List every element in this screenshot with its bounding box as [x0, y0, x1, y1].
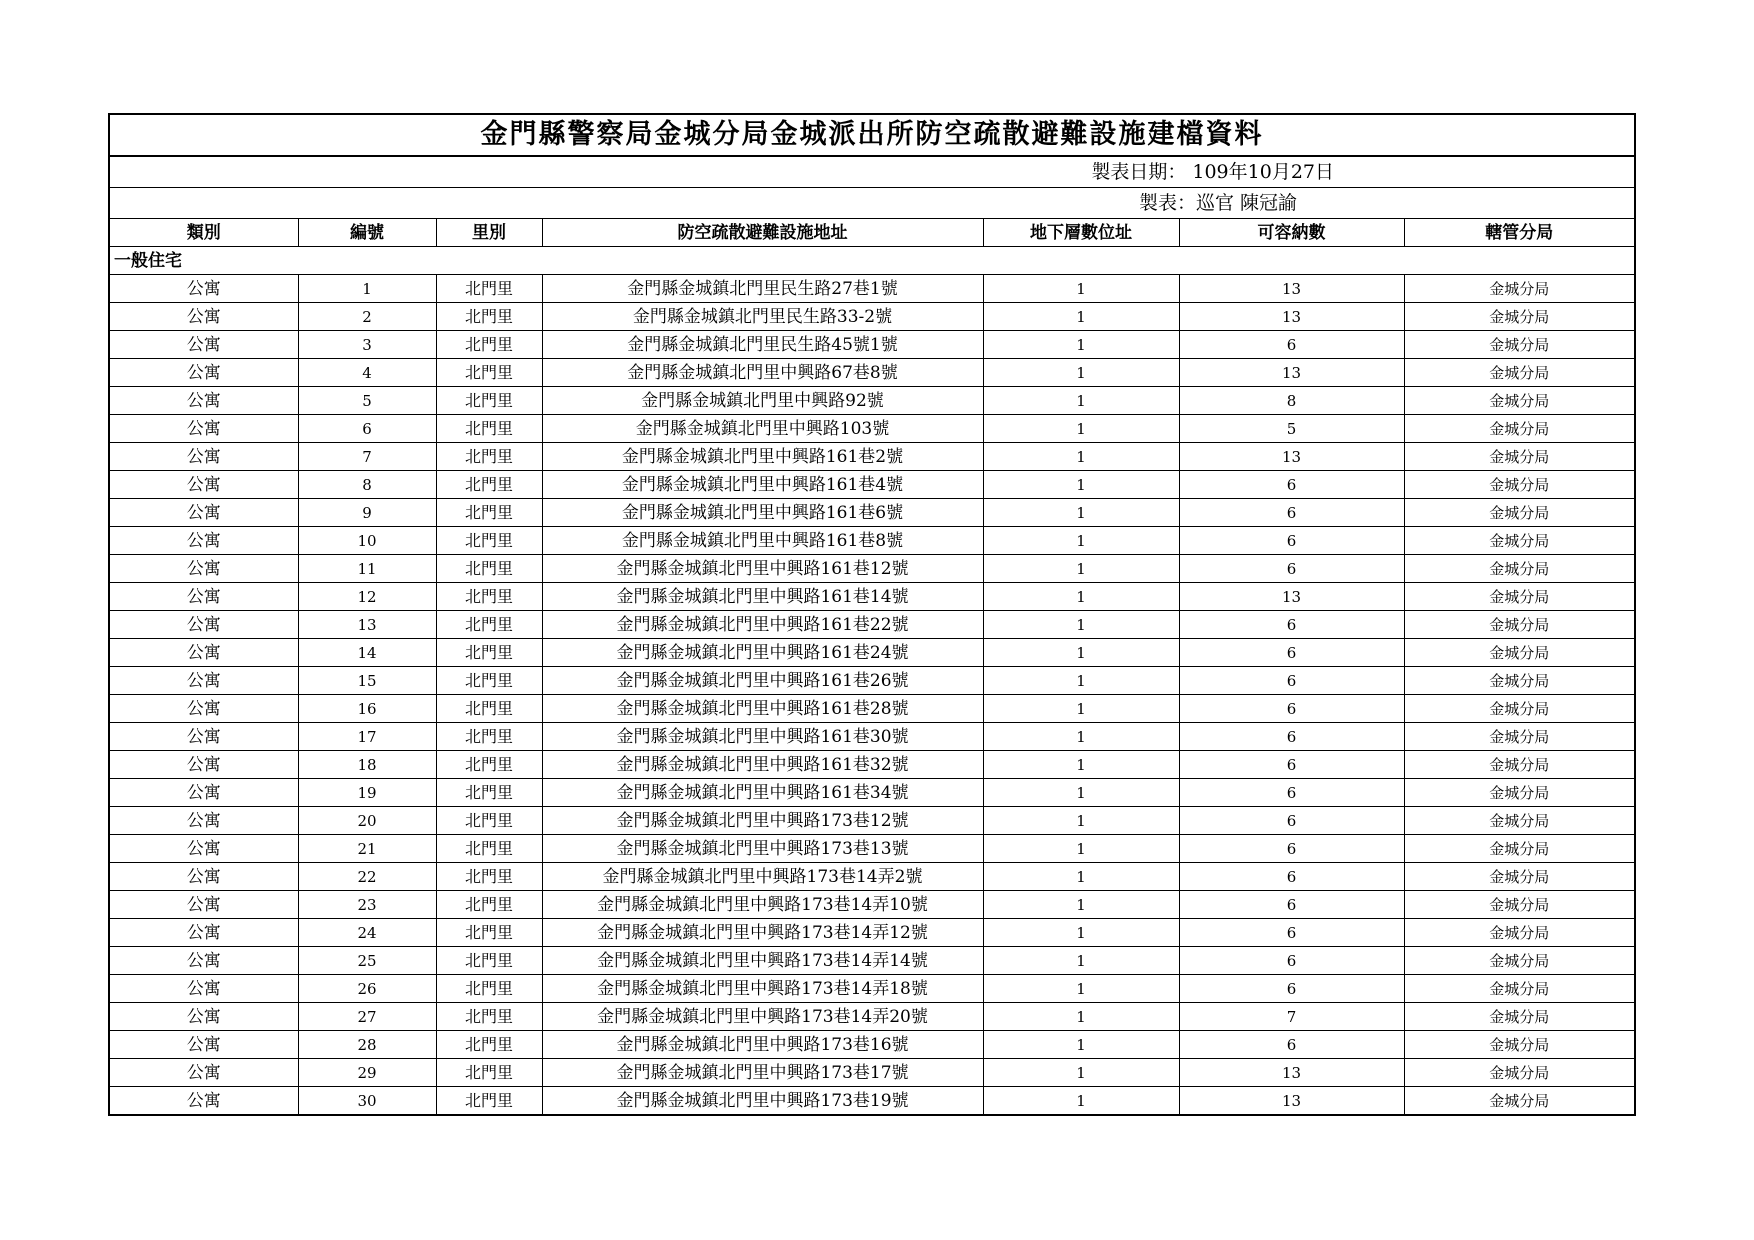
village-cell: 北門里: [436, 639, 542, 667]
number-cell: 28: [298, 1031, 436, 1059]
shelter-table: [108, 113, 1636, 1116]
floor-cell: 1: [983, 919, 1179, 947]
address-cell: 金門縣金城鎮北門里民生路33-2號: [542, 303, 983, 331]
category-cell: 公寓: [109, 611, 298, 639]
floor-cell: 1: [983, 1059, 1179, 1087]
category-cell: 公寓: [109, 919, 298, 947]
table-row: [109, 1031, 1635, 1059]
floor-cell: 1: [983, 1003, 1179, 1031]
station-cell: 金城分局: [1404, 751, 1635, 779]
number-cell: 13: [298, 611, 436, 639]
category-cell: 公寓: [109, 835, 298, 863]
address-cell: 金門縣金城鎮北門里中興路161巷14號: [542, 583, 983, 611]
table-row: [109, 583, 1635, 611]
floor-cell: 1: [983, 443, 1179, 471]
category-cell: 公寓: [109, 947, 298, 975]
station-cell: 金城分局: [1404, 919, 1635, 947]
floor-cell: 1: [983, 779, 1179, 807]
category-cell: 公寓: [109, 863, 298, 891]
category-cell: 公寓: [109, 1031, 298, 1059]
address-cell: 金門縣金城鎮北門里中興路161巷6號: [542, 499, 983, 527]
station-cell: 金城分局: [1404, 275, 1635, 303]
floor-cell: 1: [983, 303, 1179, 331]
table-row: [109, 919, 1635, 947]
capacity-cell: 7: [1179, 1003, 1404, 1031]
address-cell: 金門縣金城鎮北門里中興路173巷14弄10號: [542, 891, 983, 919]
station-cell: 金城分局: [1404, 1059, 1635, 1087]
village-cell: 北門里: [436, 415, 542, 443]
floor-cell: 1: [983, 611, 1179, 639]
table-row: [109, 723, 1635, 751]
station-cell: 金城分局: [1404, 639, 1635, 667]
capacity-cell: 13: [1179, 1059, 1404, 1087]
capacity-cell: 13: [1179, 583, 1404, 611]
table-row: [109, 975, 1635, 1003]
table-row: [109, 639, 1635, 667]
address-cell: 金門縣金城鎮北門里中興路161巷26號: [542, 667, 983, 695]
floor-cell: 1: [983, 835, 1179, 863]
station-cell: 金城分局: [1404, 863, 1635, 891]
number-cell: 2: [298, 303, 436, 331]
number-cell: 6: [298, 415, 436, 443]
address-cell: 金門縣金城鎮北門里中興路161巷12號: [542, 555, 983, 583]
address-cell: 金門縣金城鎮北門里中興路161巷32號: [542, 751, 983, 779]
station-cell: 金城分局: [1404, 443, 1635, 471]
village-cell: 北門里: [436, 751, 542, 779]
table-row: [109, 1059, 1635, 1087]
category-cell: 公寓: [109, 695, 298, 723]
station-cell: 金城分局: [1404, 807, 1635, 835]
village-cell: 北門里: [436, 443, 542, 471]
capacity-cell: 6: [1179, 1031, 1404, 1059]
number-cell: 7: [298, 443, 436, 471]
floor-cell: 1: [983, 1087, 1179, 1116]
column-header: 里別: [436, 219, 542, 247]
station-cell: 金城分局: [1404, 611, 1635, 639]
number-cell: 14: [298, 639, 436, 667]
station-cell: 金城分局: [1404, 1031, 1635, 1059]
table-row: [109, 499, 1635, 527]
category-cell: 公寓: [109, 751, 298, 779]
number-cell: 27: [298, 1003, 436, 1031]
table-row: [109, 695, 1635, 723]
number-cell: 20: [298, 807, 436, 835]
category-cell: 公寓: [109, 807, 298, 835]
station-cell: 金城分局: [1404, 387, 1635, 415]
floor-cell: 1: [983, 275, 1179, 303]
village-cell: 北門里: [436, 947, 542, 975]
floor-cell: 1: [983, 415, 1179, 443]
category-cell: 公寓: [109, 471, 298, 499]
address-cell: 金門縣金城鎮北門里中興路161巷28號: [542, 695, 983, 723]
table-row: [109, 1003, 1635, 1031]
village-cell: 北門里: [436, 359, 542, 387]
capacity-cell: 6: [1179, 331, 1404, 359]
floor-cell: 1: [983, 583, 1179, 611]
number-cell: 26: [298, 975, 436, 1003]
capacity-cell: 13: [1179, 443, 1404, 471]
category-cell: 公寓: [109, 1087, 298, 1116]
village-cell: 北門里: [436, 611, 542, 639]
category-cell: 公寓: [109, 639, 298, 667]
station-cell: 金城分局: [1404, 527, 1635, 555]
address-cell: 金門縣金城鎮北門里中興路173巷14弄12號: [542, 919, 983, 947]
floor-cell: 1: [983, 471, 1179, 499]
table-row: [109, 527, 1635, 555]
floor-cell: 1: [983, 359, 1179, 387]
floor-cell: 1: [983, 975, 1179, 1003]
number-cell: 24: [298, 919, 436, 947]
village-cell: 北門里: [436, 303, 542, 331]
number-cell: 10: [298, 527, 436, 555]
number-cell: 15: [298, 667, 436, 695]
floor-cell: 1: [983, 555, 1179, 583]
category-cell: 公寓: [109, 555, 298, 583]
floor-cell: 1: [983, 667, 1179, 695]
floor-cell: 1: [983, 751, 1179, 779]
floor-cell: 1: [983, 891, 1179, 919]
capacity-cell: 6: [1179, 611, 1404, 639]
address-cell: 金門縣金城鎮北門里中興路173巷16號: [542, 1031, 983, 1059]
village-cell: 北門里: [436, 275, 542, 303]
capacity-cell: 6: [1179, 891, 1404, 919]
number-cell: 18: [298, 751, 436, 779]
capacity-cell: 13: [1179, 275, 1404, 303]
station-cell: 金城分局: [1404, 331, 1635, 359]
address-cell: 金門縣金城鎮北門里民生路45號1號: [542, 331, 983, 359]
number-cell: 4: [298, 359, 436, 387]
station-cell: 金城分局: [1404, 1087, 1635, 1116]
village-cell: 北門里: [436, 863, 542, 891]
station-cell: 金城分局: [1404, 1003, 1635, 1031]
floor-cell: 1: [983, 331, 1179, 359]
capacity-cell: 6: [1179, 863, 1404, 891]
village-cell: 北門里: [436, 807, 542, 835]
capacity-cell: 6: [1179, 499, 1404, 527]
category-cell: 公寓: [109, 1003, 298, 1031]
category-cell: 公寓: [109, 975, 298, 1003]
number-cell: 11: [298, 555, 436, 583]
table-row: [109, 667, 1635, 695]
floor-cell: 1: [983, 807, 1179, 835]
station-cell: 金城分局: [1404, 723, 1635, 751]
address-cell: 金門縣金城鎮北門里中興路161巷8號: [542, 527, 983, 555]
number-cell: 25: [298, 947, 436, 975]
station-cell: 金城分局: [1404, 499, 1635, 527]
column-header: 編號: [298, 219, 436, 247]
number-cell: 30: [298, 1087, 436, 1116]
category-cell: 公寓: [109, 331, 298, 359]
station-cell: 金城分局: [1404, 891, 1635, 919]
station-cell: 金城分局: [1404, 415, 1635, 443]
table-row: [109, 947, 1635, 975]
number-cell: 19: [298, 779, 436, 807]
address-cell: 金門縣金城鎮北門里中興路173巷14弄14號: [542, 947, 983, 975]
capacity-cell: 6: [1179, 471, 1404, 499]
capacity-cell: 8: [1179, 387, 1404, 415]
column-header: 地下層數位址: [983, 219, 1179, 247]
floor-cell: 1: [983, 695, 1179, 723]
number-cell: 5: [298, 387, 436, 415]
village-cell: 北門里: [436, 695, 542, 723]
number-cell: 1: [298, 275, 436, 303]
village-cell: 北門里: [436, 471, 542, 499]
floor-cell: 1: [983, 499, 1179, 527]
capacity-cell: 6: [1179, 751, 1404, 779]
table-row: [109, 331, 1635, 359]
maker-line: 製表：巡官 陳冠諭: [109, 188, 1635, 219]
floor-cell: 1: [983, 947, 1179, 975]
number-cell: 8: [298, 471, 436, 499]
column-header: 轄管分局: [1404, 219, 1635, 247]
station-cell: 金城分局: [1404, 695, 1635, 723]
category-cell: 公寓: [109, 359, 298, 387]
table-row: [109, 611, 1635, 639]
number-cell: 3: [298, 331, 436, 359]
village-cell: 北門里: [436, 1003, 542, 1031]
capacity-cell: 6: [1179, 723, 1404, 751]
table-row: [109, 415, 1635, 443]
capacity-cell: 6: [1179, 667, 1404, 695]
floor-cell: 1: [983, 723, 1179, 751]
table-row: [109, 387, 1635, 415]
village-cell: 北門里: [436, 331, 542, 359]
table-row: [109, 835, 1635, 863]
station-cell: 金城分局: [1404, 947, 1635, 975]
station-cell: 金城分局: [1404, 835, 1635, 863]
category-cell: 公寓: [109, 583, 298, 611]
station-cell: 金城分局: [1404, 667, 1635, 695]
address-cell: 金門縣金城鎮北門里中興路173巷14弄20號: [542, 1003, 983, 1031]
date-line: 製表日期： 109年10月27日: [109, 156, 1635, 188]
station-cell: 金城分局: [1404, 471, 1635, 499]
category-cell: 公寓: [109, 275, 298, 303]
village-cell: 北門里: [436, 527, 542, 555]
number-cell: 22: [298, 863, 436, 891]
category-cell: 公寓: [109, 527, 298, 555]
station-cell: 金城分局: [1404, 779, 1635, 807]
capacity-cell: 13: [1179, 359, 1404, 387]
capacity-cell: 6: [1179, 555, 1404, 583]
capacity-cell: 6: [1179, 835, 1404, 863]
address-cell: 金門縣金城鎮北門里中興路173巷19號: [542, 1087, 983, 1116]
capacity-cell: 6: [1179, 919, 1404, 947]
table-row: [109, 471, 1635, 499]
address-cell: 金門縣金城鎮北門里中興路161巷30號: [542, 723, 983, 751]
floor-cell: 1: [983, 387, 1179, 415]
station-cell: 金城分局: [1404, 583, 1635, 611]
number-cell: 29: [298, 1059, 436, 1087]
column-header: 類別: [109, 219, 298, 247]
village-cell: 北門里: [436, 779, 542, 807]
header-row: [109, 219, 1635, 247]
village-cell: 北門里: [436, 667, 542, 695]
address-cell: 金門縣金城鎮北門里中興路161巷22號: [542, 611, 983, 639]
station-cell: 金城分局: [1404, 555, 1635, 583]
table-row: [109, 443, 1635, 471]
capacity-cell: 6: [1179, 639, 1404, 667]
column-header: 可容納數: [1179, 219, 1404, 247]
column-header: 防空疏散避難設施地址: [542, 219, 983, 247]
table-row: [109, 1087, 1635, 1116]
page-title: 金門縣警察局金城分局金城派出所防空疏散避難設施建檔資料: [109, 114, 1635, 156]
number-cell: 23: [298, 891, 436, 919]
capacity-cell: 6: [1179, 947, 1404, 975]
number-cell: 21: [298, 835, 436, 863]
address-cell: 金門縣金城鎮北門里中興路173巷14弄18號: [542, 975, 983, 1003]
capacity-cell: 6: [1179, 695, 1404, 723]
category-cell: 公寓: [109, 443, 298, 471]
address-cell: 金門縣金城鎮北門里中興路161巷34號: [542, 779, 983, 807]
village-cell: 北門里: [436, 891, 542, 919]
station-cell: 金城分局: [1404, 359, 1635, 387]
address-cell: 金門縣金城鎮北門里中興路161巷24號: [542, 639, 983, 667]
table-row: [109, 779, 1635, 807]
category-cell: 公寓: [109, 779, 298, 807]
number-cell: 12: [298, 583, 436, 611]
floor-cell: 1: [983, 639, 1179, 667]
floor-cell: 1: [983, 527, 1179, 555]
capacity-cell: 13: [1179, 1087, 1404, 1116]
village-cell: 北門里: [436, 387, 542, 415]
table-row: [109, 863, 1635, 891]
address-cell: 金門縣金城鎮北門里中興路92號: [542, 387, 983, 415]
category-cell: 公寓: [109, 667, 298, 695]
capacity-cell: 6: [1179, 975, 1404, 1003]
address-cell: 金門縣金城鎮北門里中興路161巷2號: [542, 443, 983, 471]
category-cell: 公寓: [109, 499, 298, 527]
address-cell: 金門縣金城鎮北門里中興路173巷14弄2號: [542, 863, 983, 891]
address-cell: 金門縣金城鎮北門里民生路27巷1號: [542, 275, 983, 303]
category-cell: 公寓: [109, 1059, 298, 1087]
address-cell: 金門縣金城鎮北門里中興路67巷8號: [542, 359, 983, 387]
table-row: [109, 751, 1635, 779]
address-cell: 金門縣金城鎮北門里中興路173巷13號: [542, 835, 983, 863]
village-cell: 北門里: [436, 919, 542, 947]
category-cell: 公寓: [109, 723, 298, 751]
table-row: [109, 555, 1635, 583]
village-cell: 北門里: [436, 1059, 542, 1087]
village-cell: 北門里: [436, 499, 542, 527]
capacity-cell: 13: [1179, 303, 1404, 331]
village-cell: 北門里: [436, 975, 542, 1003]
address-cell: 金門縣金城鎮北門里中興路173巷17號: [542, 1059, 983, 1087]
table-row: [109, 303, 1635, 331]
floor-cell: 1: [983, 863, 1179, 891]
table-row: [109, 891, 1635, 919]
category-cell: 公寓: [109, 415, 298, 443]
number-cell: 16: [298, 695, 436, 723]
section-label: 一般住宅: [109, 247, 1635, 275]
village-cell: 北門里: [436, 835, 542, 863]
address-cell: 金門縣金城鎮北門里中興路161巷4號: [542, 471, 983, 499]
capacity-cell: 6: [1179, 527, 1404, 555]
floor-cell: 1: [983, 1031, 1179, 1059]
capacity-cell: 5: [1179, 415, 1404, 443]
table-row: [109, 807, 1635, 835]
address-cell: 金門縣金城鎮北門里中興路103號: [542, 415, 983, 443]
category-cell: 公寓: [109, 303, 298, 331]
capacity-cell: 6: [1179, 807, 1404, 835]
address-cell: 金門縣金城鎮北門里中興路173巷12號: [542, 807, 983, 835]
station-cell: 金城分局: [1404, 303, 1635, 331]
category-cell: 公寓: [109, 387, 298, 415]
village-cell: 北門里: [436, 583, 542, 611]
number-cell: 17: [298, 723, 436, 751]
village-cell: 北門里: [436, 723, 542, 751]
table-row: [109, 275, 1635, 303]
category-cell: 公寓: [109, 891, 298, 919]
village-cell: 北門里: [436, 1031, 542, 1059]
village-cell: 北門里: [436, 1087, 542, 1116]
table-row: [109, 359, 1635, 387]
number-cell: 9: [298, 499, 436, 527]
village-cell: 北門里: [436, 555, 542, 583]
capacity-cell: 6: [1179, 779, 1404, 807]
station-cell: 金城分局: [1404, 975, 1635, 1003]
